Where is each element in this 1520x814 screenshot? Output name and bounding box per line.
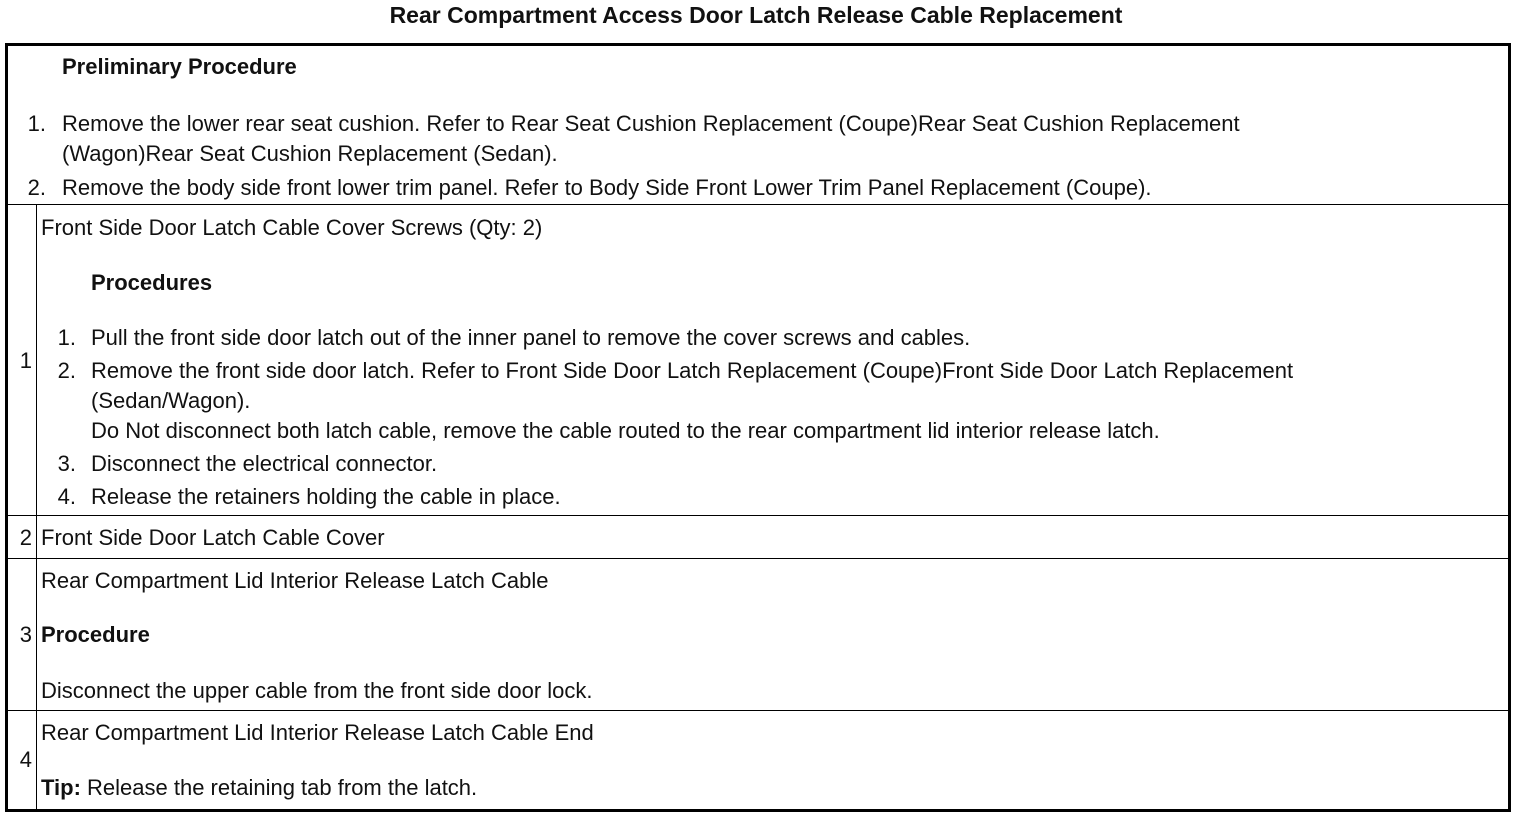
row-divider [8,515,1508,516]
procedure-heading: Procedures [91,270,213,295]
row-divider [8,558,1508,559]
step-text: Remove the front side door latch. Refer to Front Side Door Latch Replacement (Coupe)Front Side Door Latch Replacement [91,358,1294,383]
preliminary-step-number: 1. [27,111,46,136]
procedure-text: Disconnect the upper cable from the front side door lock. [41,678,593,703]
step-text: (Sedan/Wagon). [91,388,251,413]
step-text: Disconnect the electrical connector. [91,451,438,476]
preliminary-heading: Preliminary Procedure [62,54,297,79]
row-number: 4 [19,747,32,772]
step-number: 2. [57,358,76,383]
procedure-heading: Procedure [41,622,150,647]
row-number: 1 [19,348,32,373]
item-name: Front Side Door Latch Cable Cover Screws (Qty: 2) [41,215,543,240]
step-text: Pull the front side door latch out of the inner panel to remove the cover screws and cables. [91,325,971,350]
tip-line [41,774,477,801]
preliminary-step-number: 2. [27,175,46,200]
tip-label: Tip: [41,775,81,800]
step-number: 1. [57,325,76,350]
row-number: 3 [19,622,32,647]
procedure-table [5,43,1511,812]
page-title: Rear Compartment Access Door Latch Release Cable Replacement [389,2,1123,28]
step-number: 4. [57,484,76,509]
item-name: Rear Compartment Lid Interior Release Latch Cable [41,568,549,593]
item-name: Rear Compartment Lid Interior Release Latch Cable End [41,720,594,745]
item-name: Front Side Door Latch Cable Cover [41,525,385,550]
row-number: 2 [19,525,32,550]
step-number: 3. [57,451,76,476]
preliminary-step-text: (Wagon)Rear Seat Cushion Replacement (Sedan). [62,141,558,166]
step-note: Do Not disconnect both latch cable, remove the cable routed to the rear compartment lid interior release latch. [91,418,1160,443]
preliminary-step-text: Remove the body side front lower trim panel. Refer to Body Side Front Lower Trim Panel Replacement (Coupe). [62,175,1152,200]
tip-text: Release the retaining tab from the latch. [80,775,478,800]
row-divider [8,710,1508,711]
preliminary-step-text: Remove the lower rear seat cushion. Refer to Rear Seat Cushion Replacement (Coupe)Rear Seat Cushion Replacement [62,111,1240,136]
column-divider [36,204,37,809]
step-text: Release the retainers holding the cable in place. [91,484,561,509]
row-divider [8,204,1508,205]
